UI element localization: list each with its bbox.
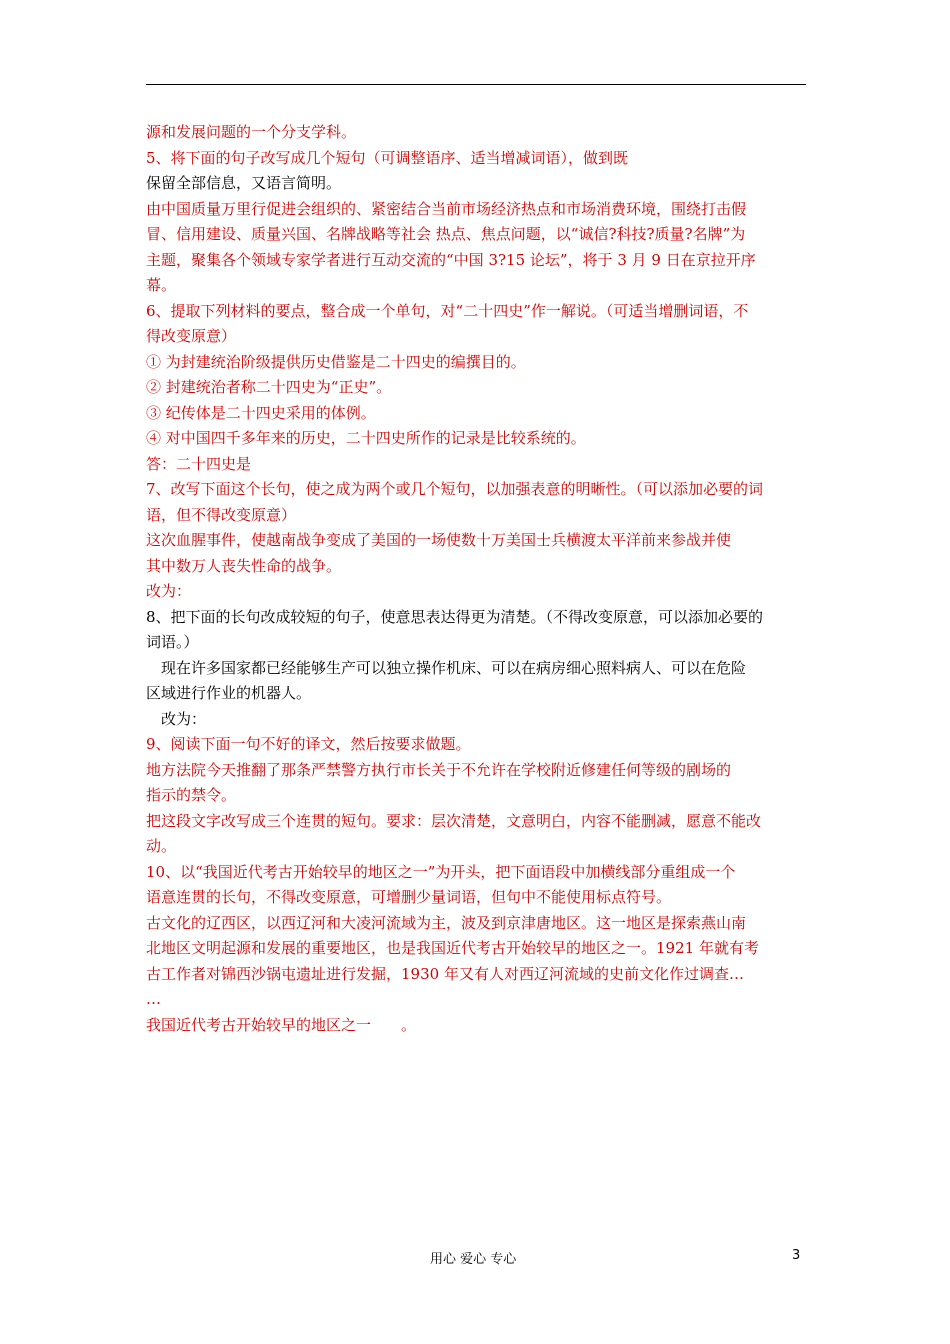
answer-line: 答：二十四史是 (146, 454, 252, 473)
text-line: 由中国质量万里行促进会组织的、紧密结合当前市场经济热点和市场消费环境，围绕打击假 (146, 199, 747, 218)
text-line: 主题，聚集各个领域专家学者进行互动交流的“中国 3?15 论坛”，将于 3 月 9 日在京拉开序 (146, 250, 756, 269)
list-item: ② 封建统治者称二十四史为“正史”。 (146, 378, 392, 396)
question-7-prompt: 7、改写下面这个长句，使之成为两个或几个短句，以加强表意的明晰性。（可以添加必要的词 (146, 480, 764, 498)
text-line: 保留全部信息，又语言简明。 (146, 174, 342, 192)
text-line: 地方法院今天推翻了那条严禁警方执行市长关于不允许在学校附近修建任何等级的剧场的 (146, 760, 732, 779)
text-line: 其中数万人丧失性命的战争。 (146, 556, 342, 575)
list-item: ③ 纪传体是二十四史采用的体例。 (146, 403, 376, 422)
question-9-prompt: 9、阅读下面一句不好的译文，然后按要求做题。 (146, 735, 471, 753)
page-number: 3 (792, 1248, 801, 1263)
text-line: 区域进行作业的机器人。 (146, 684, 312, 702)
text-line: 现在许多国家都已经能够生产可以独立操作机床、可以在病房细心照料病人、可以在危险 (161, 658, 747, 677)
text-line: 古文化的辽西区，以西辽河和大凌河流域为主，波及到京津唐地区。这一地区是探索燕山南 (146, 913, 747, 932)
text-line: 把这段文字改写成三个连贯的短句。要求：层次清楚，文意明白，内容不能删减，愿意不能改 (146, 811, 762, 830)
answer-line: 改为： (146, 582, 192, 600)
list-item: ① 为封建统治阶级提供历史借鉴是二十四史的编撰目的。 (146, 352, 526, 371)
text-line: … (146, 990, 161, 1008)
text-line: 古工作者对锦西沙锅屯遗址进行发掘，1930 年又有人对西辽河流域的史前文化作过调查… (146, 964, 744, 983)
answer-line: 改为： (161, 709, 207, 728)
text-line: 得改变原意） (146, 327, 237, 345)
answer-line: 我国近代考古开始较早的地区之一 。 (146, 1015, 417, 1034)
list-item: ④ 对中国四千多年来的历史，二十四史所作的记录是比较系统的。 (146, 429, 586, 447)
text-line: 动。 (146, 837, 177, 855)
text-line: 指示的禁令。 (146, 786, 237, 804)
question-5-prompt: 5、将下面的句子改写成几个短句（可调整语序、适当增减词语），做到既 (146, 148, 629, 167)
text-line: 北地区文明起源和发展的重要地区，也是我国近代考古开始较早的地区之一。1921 年就有考 (146, 939, 759, 957)
text-line: 幕。 (146, 276, 177, 294)
text-line: 这次血腥事件，使越南战争变成了美国的一场使数十万美国士兵横渡太平洋前来参战并使 (146, 531, 732, 549)
text-line: 语，但不得改变原意） (146, 505, 297, 524)
question-6-prompt: 6、提取下列材料的要点，整合成一个单句，对“二十四史”作一解说。（可适当增删词语，不 (146, 301, 749, 320)
page-content (146, 120, 808, 1038)
footer-text: 用心 爱心 专心 (430, 1252, 517, 1267)
question-10-prompt: 10、以“我国近代考古开始较早的地区之一”为开头，把下面语段中加横线部分重组成一个 (146, 862, 736, 881)
question-8-prompt: 8、把下面的长句改成较短的句子，使意思表达得更为清楚。（不得改变原意，可以添加必要的 (146, 607, 764, 626)
text-line: 语意连贯的长句，不得改变原意，可增删少量词语，但句中不能使用标点符号。 (146, 888, 672, 906)
text-line: 词语。） (146, 633, 199, 651)
text-line: 源和发展问题的一个分支学科。 (146, 123, 357, 141)
header-rule (146, 84, 806, 85)
text-line: 冒、信用建设、质量兴国、名牌战略等社会 热点、焦点问题，以“诚信?科技?质量?名牌”为 (146, 225, 746, 243)
